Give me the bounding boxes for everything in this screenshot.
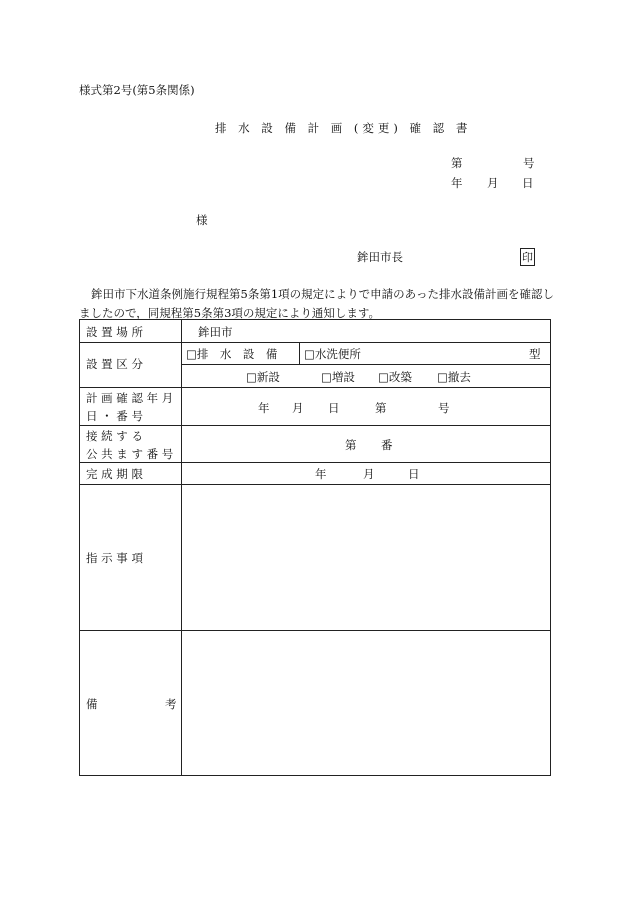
intro-text: 鉾田市下水道条例施行規程第5条第1項の規定によりで申請のあった排水設備計画を確認しましたので，同規程第5条第3項の規定により通知します。 [79, 287, 555, 320]
confirmation-table [79, 319, 551, 776]
addressee-suffix: 様 [196, 213, 208, 227]
plan-confirm-label-1: 計 画 確 認 年 月 [86, 391, 174, 405]
plan-month-label: 月 [292, 401, 304, 415]
date-month-label: 月 [487, 176, 499, 190]
completion-year-label: 年 [315, 467, 327, 481]
remarks-label-left: 備 [86, 697, 98, 711]
new-checkbox[interactable]: □新設 [246, 370, 280, 384]
plan-confirm-label-2: 日 ・ 番 号 [86, 409, 143, 423]
document-title: 排 水 設 備 計 画 (変更) 確 認 書 [215, 121, 472, 135]
date-year-label: 年 [451, 176, 463, 190]
seal-mark: 印 [520, 248, 535, 266]
location-value[interactable]: 鉾田市 [198, 325, 233, 339]
completion-day-label: 日 [408, 467, 420, 481]
flush-toilet-checkbox[interactable]: □水洗便所 [304, 347, 361, 361]
category-label: 設 置 区 分 [86, 357, 143, 371]
remove-checkbox[interactable]: □撤去 [437, 370, 471, 384]
type-suffix: 型 [529, 347, 541, 361]
renovate-checkbox[interactable]: □改築 [378, 370, 412, 384]
doc-number-suffix: 号 [523, 156, 535, 170]
remarks-label-right: 考 [165, 697, 177, 711]
completion-month-label: 月 [363, 467, 375, 481]
manhole-label-2: 公 共 ま す 番 号 [86, 447, 174, 461]
issuer-name: 鉾田市長 [357, 250, 403, 264]
manhole-no-suffix: 番 [381, 438, 393, 452]
manhole-no-prefix: 第 [345, 438, 357, 452]
manhole-label-1: 接 続 す る [86, 429, 143, 443]
date-day-label: 日 [522, 176, 534, 190]
expand-checkbox[interactable]: □増設 [321, 370, 355, 384]
plan-day-label: 日 [328, 401, 340, 415]
plan-no-suffix: 号 [438, 401, 450, 415]
form-number: 様式第2号(第5条関係) [79, 83, 195, 97]
plan-year-label: 年 [258, 401, 270, 415]
drainage-checkbox[interactable]: □排 水 設 備 [186, 347, 278, 361]
instructions-label: 指 示 事 項 [86, 551, 143, 565]
plan-no-prefix: 第 [375, 401, 387, 415]
doc-number-prefix: 第 [451, 156, 463, 170]
completion-label: 完 成 期 限 [86, 467, 143, 481]
location-label: 設 置 場 所 [86, 325, 143, 339]
